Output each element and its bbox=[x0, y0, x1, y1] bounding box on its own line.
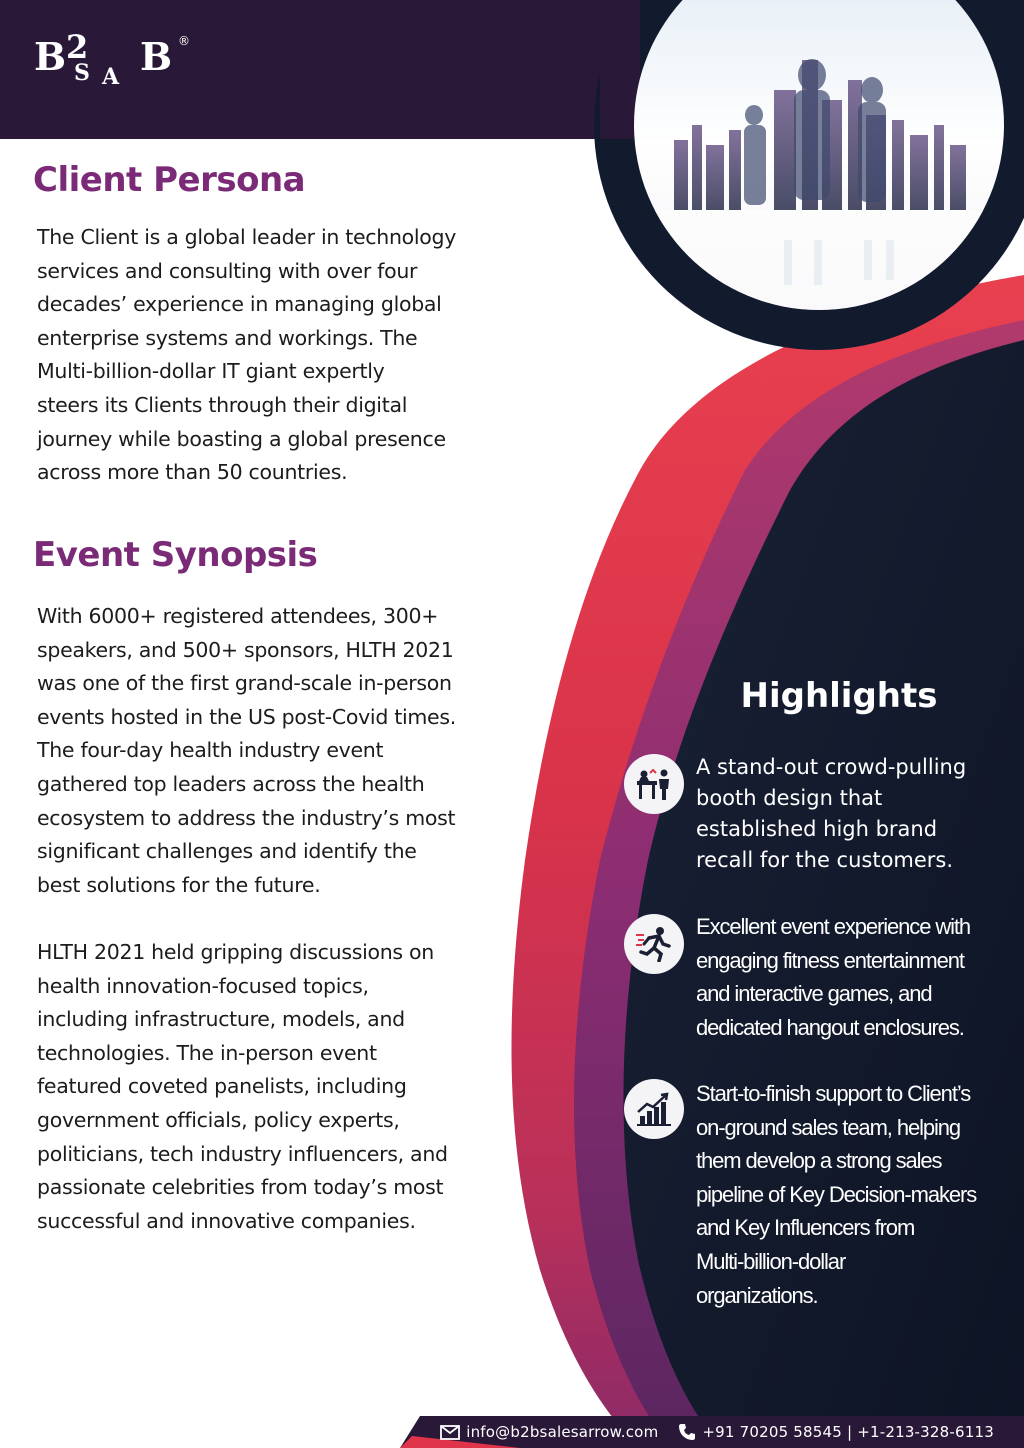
highlight-text-booth bbox=[696, 752, 996, 876]
highlight-line: pipeline of Key Decision-makers bbox=[696, 1181, 977, 1207]
footer-contact bbox=[440, 1421, 994, 1443]
highlight-line: dedicated hangout enclosures. bbox=[696, 1014, 964, 1040]
highlight-line: and Key Influencers from bbox=[696, 1215, 915, 1241]
event-synopsis-paragraph-2 bbox=[37, 936, 482, 1238]
persona-line: The Client is a global leader in technology bbox=[37, 225, 457, 249]
synopsis-line: ecosystem to address the industry’s most bbox=[37, 805, 456, 830]
logo-digit-2: 2 bbox=[66, 28, 89, 66]
persona-line: journey while boasting a global presence bbox=[37, 426, 446, 451]
highlight-line: Start-to-finish support to Client’s bbox=[696, 1081, 971, 1106]
booth-icon bbox=[624, 754, 684, 814]
highlight-line: booth design that bbox=[696, 786, 883, 810]
highlight-line: A stand-out crowd-pulling bbox=[696, 755, 967, 779]
footer-email-link[interactable]: info@b2bsalesarrow.com bbox=[466, 1423, 659, 1441]
highlight-line: Multi-billion-dollar bbox=[696, 1248, 846, 1274]
synopsis-line: government officials, policy experts, bbox=[37, 1107, 400, 1132]
highlight-line: engaging fitness entertainment bbox=[696, 947, 964, 973]
synopsis-line: successful and innovative companies. bbox=[37, 1208, 416, 1233]
highlight-text-sales bbox=[696, 1077, 996, 1312]
logo-letter-s: S bbox=[74, 60, 90, 86]
highlight-line: on-ground sales team, helping bbox=[696, 1114, 961, 1140]
highlight-line: and interactive games, and bbox=[696, 981, 932, 1007]
synopsis-line: gathered top leaders across the health bbox=[37, 771, 425, 796]
client-persona-paragraph bbox=[37, 221, 482, 490]
synopsis-line: was one of the first grand-scale in-person bbox=[37, 671, 452, 696]
running-person-icon bbox=[624, 914, 684, 974]
synopsis-line: featured coveted panelists, including bbox=[37, 1074, 407, 1099]
synopsis-line: best solutions for the future. bbox=[37, 872, 321, 897]
highlight-line: organizations. bbox=[696, 1282, 818, 1308]
logo-letter-b2: B bbox=[140, 34, 173, 79]
highlight-line: Excellent event experience with bbox=[696, 914, 971, 939]
phone-icon bbox=[678, 1423, 696, 1441]
registered-mark: ® bbox=[178, 34, 190, 48]
highlights-heading: Highlights bbox=[740, 676, 938, 716]
client-persona-heading: Client Persona bbox=[33, 160, 306, 200]
synopsis-line: events hosted in the US post-Covid times. bbox=[37, 704, 456, 729]
highlight-text-fitness bbox=[696, 910, 996, 1044]
envelope-icon bbox=[440, 1425, 460, 1440]
growth-chart-icon bbox=[624, 1079, 684, 1139]
highlight-line: established high brand bbox=[696, 817, 938, 841]
highlight-line: them develop a strong sales bbox=[696, 1148, 942, 1174]
synopsis-line: including infrastructure, models, and bbox=[37, 1007, 405, 1032]
synopsis-line: significant challenges and identify the bbox=[37, 839, 417, 864]
persona-line: services and consulting with over four bbox=[37, 258, 418, 283]
persona-line: decades’ experience in managing global bbox=[37, 292, 442, 317]
synopsis-line: passionate celebrities from today’s most bbox=[37, 1175, 444, 1200]
synopsis-line: The four-day health industry event bbox=[37, 738, 384, 763]
event-synopsis-paragraph-1 bbox=[37, 600, 482, 902]
synopsis-line: HLTH 2021 held gripping discussions on bbox=[37, 940, 434, 964]
synopsis-line: health innovation-focused topics, bbox=[37, 973, 369, 998]
logo-letter-b: B bbox=[34, 34, 67, 79]
synopsis-line: technologies. The in-person event bbox=[37, 1040, 377, 1065]
persona-line: enterprise systems and workings. The bbox=[37, 325, 418, 350]
highlight-line: recall for the customers. bbox=[696, 848, 954, 872]
synopsis-line: speakers, and 500+ sponsors, HLTH 2021 bbox=[37, 637, 454, 662]
persona-line: across more than 50 countries. bbox=[37, 460, 348, 485]
b2b-logo bbox=[34, 28, 194, 94]
persona-line: steers its Clients through their digital bbox=[37, 392, 408, 417]
persona-line: Multi-billion-dollar IT giant expertly bbox=[37, 359, 385, 384]
synopsis-line: politicians, tech industry influencers, and bbox=[37, 1141, 448, 1166]
logo-letter-a: A bbox=[102, 64, 120, 90]
event-synopsis-heading: Event Synopsis bbox=[33, 535, 318, 575]
synopsis-line: With 6000+ registered attendees, 300+ bbox=[37, 604, 439, 628]
footer-phone-numbers[interactable]: +91 70205 58545 | +1-213-328-6113 bbox=[702, 1423, 994, 1441]
